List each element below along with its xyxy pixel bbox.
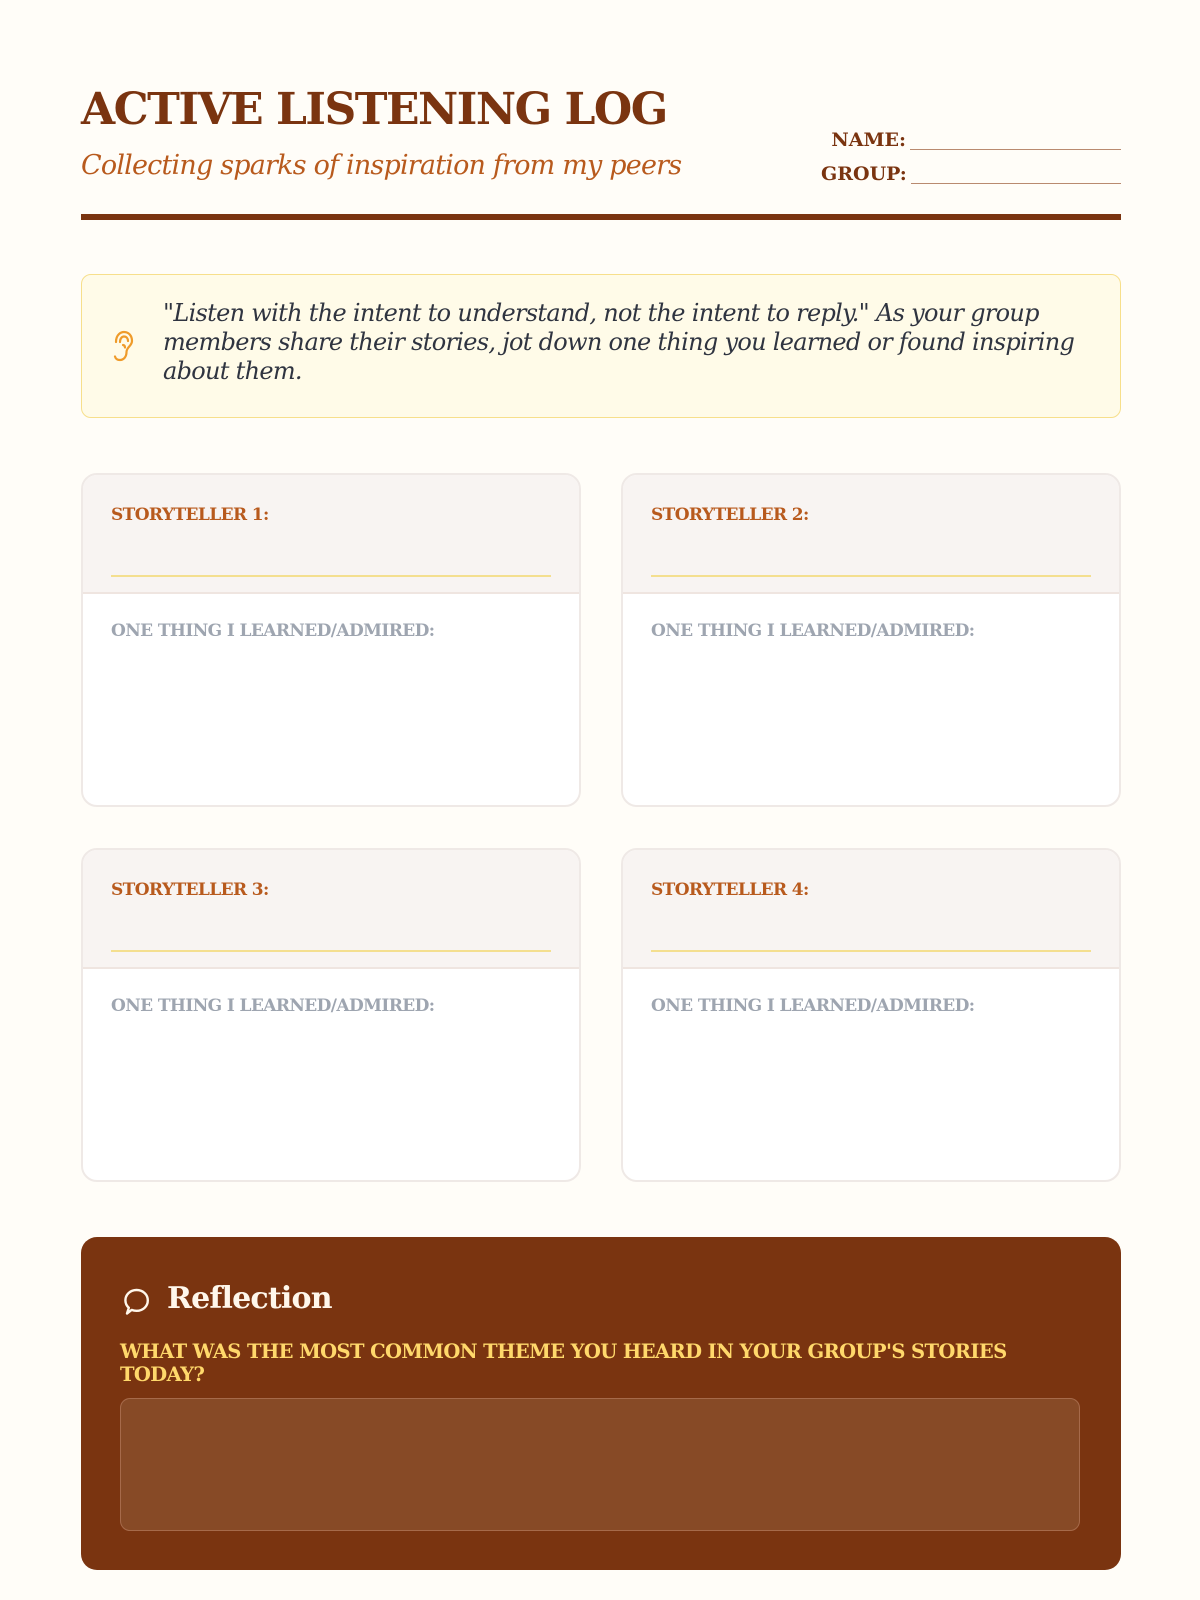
storyteller-name-line[interactable] xyxy=(111,575,551,577)
reflection-question: WHAT WAS THE MOST COMMON THEME YOU HEARD IN YOUR GROUP'S STORIES TODAY? xyxy=(120,1340,1007,1386)
storyteller-name-line[interactable] xyxy=(651,950,1091,952)
learned-prompt: ONE THING I LEARNED/ADMIRED: xyxy=(651,996,975,1016)
group-input-line[interactable] xyxy=(911,165,1121,184)
reflection-title: Reflection xyxy=(167,1281,332,1316)
speech-bubble-icon xyxy=(119,1285,153,1319)
learned-prompt: ONE THING I LEARNED/ADMIRED: xyxy=(111,996,435,1016)
storyteller-card-3 xyxy=(81,848,581,1182)
storyteller-label: STORYTELLER 1: xyxy=(111,505,269,525)
storyteller-label: STORYTELLER 3: xyxy=(111,880,269,900)
storyteller-card-1 xyxy=(81,473,581,807)
storyteller-card-header xyxy=(623,850,1119,969)
storyteller-name-line[interactable] xyxy=(651,575,1091,577)
ear-icon xyxy=(110,330,134,364)
name-input-line[interactable] xyxy=(910,131,1121,150)
page-title: ACTIVE LISTENING LOG xyxy=(81,84,667,135)
storyteller-name-line[interactable] xyxy=(111,950,551,952)
learned-prompt: ONE THING I LEARNED/ADMIRED: xyxy=(651,621,975,641)
reflection-answer-box[interactable] xyxy=(120,1398,1080,1531)
storyteller-card-4 xyxy=(621,848,1121,1182)
name-field xyxy=(821,126,1121,150)
storyteller-card-header xyxy=(83,475,579,594)
storyteller-card-header xyxy=(83,850,579,969)
group-label: GROUP: xyxy=(821,163,907,185)
header xyxy=(81,80,1121,220)
name-label: NAME: xyxy=(831,129,906,151)
storyteller-label: STORYTELLER 4: xyxy=(651,880,809,900)
instruction-box xyxy=(81,274,1121,418)
storyteller-card-2 xyxy=(621,473,1121,807)
page-subtitle: Collecting sparks of inspiration from my peers xyxy=(81,150,682,181)
reflection-panel xyxy=(81,1237,1121,1570)
instruction-text: "Listen with the intent to understand, not the intent to reply." As your group members share their stories, jot down one thing you learned or found inspiring about them. xyxy=(163,299,1075,385)
storyteller-card-header xyxy=(623,475,1119,594)
group-field xyxy=(821,160,1121,184)
header-divider xyxy=(81,214,1121,220)
storyteller-label: STORYTELLER 2: xyxy=(651,505,809,525)
learned-prompt: ONE THING I LEARNED/ADMIRED: xyxy=(111,621,435,641)
